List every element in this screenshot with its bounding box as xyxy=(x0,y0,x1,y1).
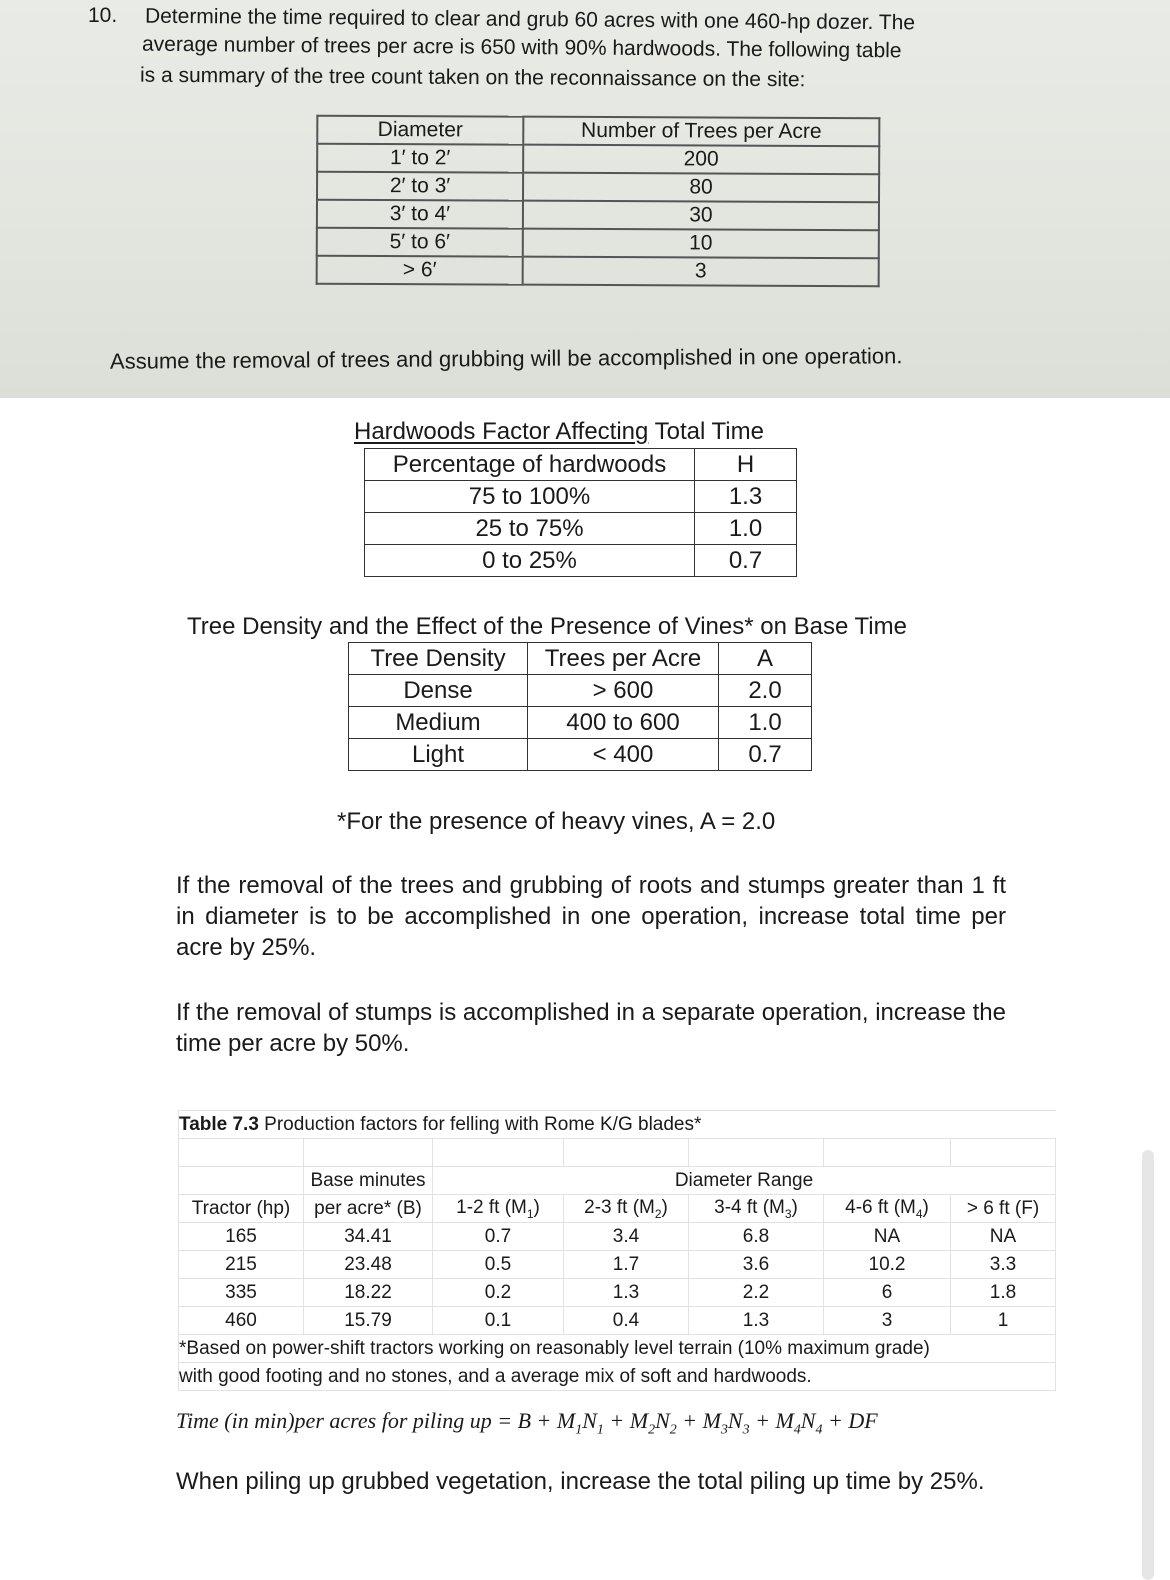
empty-cell xyxy=(951,1139,1056,1167)
table-cell: 6.8 xyxy=(689,1223,824,1251)
hardwoods-factor-table xyxy=(364,448,797,577)
caption-text: Production factors for felling with Rome K/G blades* xyxy=(258,1113,702,1135)
table-row xyxy=(365,449,797,481)
table-row xyxy=(365,513,797,545)
table-cell: 3′ to 4′ xyxy=(317,200,523,229)
table-cell: 30 xyxy=(523,201,879,231)
table-header-row-1 xyxy=(179,1167,1056,1195)
empty-cell xyxy=(689,1139,824,1167)
density-table-title: Tree Density and the Effect of the Presence of Vines* on Base Time xyxy=(187,613,907,640)
question-line-3: is a summary of the tree count taken on the reconnaissance on the site: xyxy=(139,63,806,92)
header-diameter: Diameter xyxy=(317,116,523,145)
table-row xyxy=(349,675,812,707)
table-cell: 2.0 xyxy=(719,675,812,707)
table-cell: 0.7 xyxy=(433,1223,564,1251)
table-cell: 1 xyxy=(951,1307,1056,1335)
table-footnote-row xyxy=(179,1363,1056,1391)
formula-tail: + DF xyxy=(822,1408,878,1433)
header-trees-per-acre: Trees per Acre xyxy=(528,643,719,675)
table-row xyxy=(179,1279,1056,1307)
question-line-2: average number of trees per acre is 650 with 90% hardwoods. The following table xyxy=(141,32,902,63)
piling-note: When piling up grubbed vegetation, increase the total piling up time by 25%. xyxy=(176,1468,985,1495)
table-row xyxy=(365,481,797,513)
table-row xyxy=(179,1223,1056,1251)
table-cell: 3.6 xyxy=(689,1251,824,1279)
table-cell: 10.2 xyxy=(824,1251,951,1279)
question-number: 10. xyxy=(88,4,118,27)
table-cell: > 6′ xyxy=(317,256,523,285)
table-header-row-2 xyxy=(179,1195,1056,1223)
table-cell: 0.5 xyxy=(433,1251,564,1279)
table-footnote-line-1: *Based on power-shift tractors working on reasonably level terrain (10% maximum grade) xyxy=(179,1335,1056,1363)
empty-cell xyxy=(179,1167,304,1195)
header-trees-per-acre: Number of Trees per Acre xyxy=(523,117,879,147)
table-cell: 0.7 xyxy=(695,545,797,577)
table-row xyxy=(317,228,879,258)
table-cell: 23.48 xyxy=(304,1251,433,1279)
table-cell: 0.4 xyxy=(564,1307,689,1335)
header-m4: 4-6 ft $(M_4)$ xyxy=(824,1195,951,1223)
table-row xyxy=(317,116,879,146)
caption-bold: Table 7.3 xyxy=(179,1113,259,1135)
table-cell: 10 xyxy=(523,229,879,259)
table-cell: 25 to 75% xyxy=(365,513,695,545)
header-percentage: Percentage of hardwoods xyxy=(365,449,695,481)
table-cell: 6 xyxy=(824,1279,951,1307)
table-cell: 1.8 xyxy=(951,1279,1056,1307)
table-cell: 0.7 xyxy=(719,739,812,771)
table-cell: 3.3 xyxy=(951,1251,1056,1279)
hardwoods-table-title xyxy=(354,418,764,446)
table-cell: 2.2 xyxy=(689,1279,824,1307)
table-row xyxy=(179,1251,1056,1279)
piling-time-formula: Time (in min)per acres for piling up = $B + M_1N_1 + M_2N_2 + M_3N_3 + M_4N_4$ + DF xyxy=(176,1408,878,1438)
header-h: H xyxy=(695,449,797,481)
header-m1: 1-2 ft $(M_1)$ xyxy=(433,1195,564,1223)
table-cell: 165 xyxy=(179,1223,304,1251)
table-cell: 80 xyxy=(523,173,879,203)
header-m2: 2-3 ft $(M_2)$ xyxy=(564,1195,689,1223)
header-a: A xyxy=(719,643,812,675)
hardwoods-title-underlined: Hardwoods Factor Affecting xyxy=(354,418,649,445)
table-cell: 215 xyxy=(179,1251,304,1279)
table-cell: 18.22 xyxy=(304,1279,433,1307)
table-caption xyxy=(179,1111,1056,1139)
header-tractor-hp: Tractor (hp) xyxy=(179,1195,304,1223)
table-cell: 5′ to 6′ xyxy=(317,228,523,257)
table-cell: 1′ to 2′ xyxy=(317,144,523,173)
empty-cell xyxy=(304,1139,433,1167)
table-row xyxy=(349,643,812,675)
header-tree-density: Tree Density xyxy=(349,643,528,675)
table-row xyxy=(349,707,812,739)
table-cell: 3 xyxy=(824,1307,951,1335)
table-row xyxy=(317,144,879,174)
table-cell: 0.2 xyxy=(433,1279,564,1307)
table-footnote-row xyxy=(179,1335,1056,1363)
empty-cell xyxy=(433,1139,564,1167)
separate-operation-paragraph: If the removal of stumps is accomplished in a separate operation, increase the time per acre by 50%. xyxy=(176,999,1006,1057)
empty-cell xyxy=(564,1139,689,1167)
table-cell: < 400 xyxy=(528,739,719,771)
table-cell: 1.7 xyxy=(564,1251,689,1279)
table-cell: 34.41 xyxy=(304,1223,433,1251)
header-diameter-range: Diameter Range xyxy=(433,1167,1056,1195)
table-cell: 335 xyxy=(179,1279,304,1307)
header-m3: 3-4 ft $(M_3)$ xyxy=(689,1195,824,1223)
table-cell: 75 to 100% xyxy=(365,481,695,513)
table-cell: 0.1 xyxy=(433,1307,564,1335)
table-cell: 15.79 xyxy=(304,1307,433,1335)
table-cell: 1.3 xyxy=(689,1307,824,1335)
vertical-scrollbar[interactable] xyxy=(1142,1150,1154,1580)
table-cell: 400 to 600 xyxy=(528,707,719,739)
table-cell: 1.0 xyxy=(719,707,812,739)
table-row xyxy=(365,545,797,577)
table-row xyxy=(179,1307,1056,1335)
table-cell: 460 xyxy=(179,1307,304,1335)
header-f: > 6 ft (F) xyxy=(951,1195,1056,1223)
formula-lhs: Time (in min)per acres for piling up xyxy=(176,1408,492,1433)
table-cell: 1.0 xyxy=(695,513,797,545)
table-cell: Light xyxy=(349,739,528,771)
table-cell: 3.4 xyxy=(564,1223,689,1251)
table-row xyxy=(317,200,879,230)
empty-cell xyxy=(179,1139,304,1167)
vines-note: *For the presence of heavy vines, A = 2.0 xyxy=(337,808,776,835)
table-cell: NA xyxy=(951,1223,1056,1251)
table-cell: 1.3 xyxy=(695,481,797,513)
table-cell: > 600 xyxy=(528,675,719,707)
table-footnote-line-2: with good footing and no stones, and a average mix of soft and hardwoods. xyxy=(179,1363,1056,1391)
table-row xyxy=(317,256,879,286)
photographed-question-area xyxy=(0,0,1170,398)
table-row xyxy=(349,739,812,771)
header-base-minutes: Base minutes xyxy=(304,1167,433,1195)
tree-count-table xyxy=(316,115,881,287)
production-factors-table xyxy=(178,1110,1056,1391)
table-spacer-row xyxy=(179,1139,1056,1167)
header-per-acre-b: per acre* (B) xyxy=(304,1195,433,1223)
table-cell: Dense xyxy=(349,675,528,707)
table-caption-row xyxy=(179,1111,1056,1139)
question-line-1: Determine the time required to clear and grub 60 acres with one 460-hp dozer. The xyxy=(144,4,916,35)
empty-cell xyxy=(824,1139,951,1167)
formula-rhs-start: = B + M xyxy=(491,1408,576,1433)
hardwoods-title-rest: Total Time xyxy=(648,418,764,445)
tree-density-table xyxy=(348,642,812,771)
table-cell: 3 xyxy=(523,257,879,287)
table-cell: 200 xyxy=(523,145,879,175)
one-operation-paragraph: If the removal of the trees and grubbing of roots and stumps greater than 1 ft in diameter is to be accomplished in one operation, increase total time per acre by 25%. xyxy=(176,872,1006,961)
table-cell: 0 to 25% xyxy=(365,545,695,577)
table-cell: 2′ to 3′ xyxy=(317,172,523,201)
table-cell: Medium xyxy=(349,707,528,739)
table-cell: 1.3 xyxy=(564,1279,689,1307)
table-cell: NA xyxy=(824,1223,951,1251)
table-row xyxy=(317,172,879,202)
assume-statement: Assume the removal of trees and grubbing will be accomplished in one operation. xyxy=(109,343,903,374)
